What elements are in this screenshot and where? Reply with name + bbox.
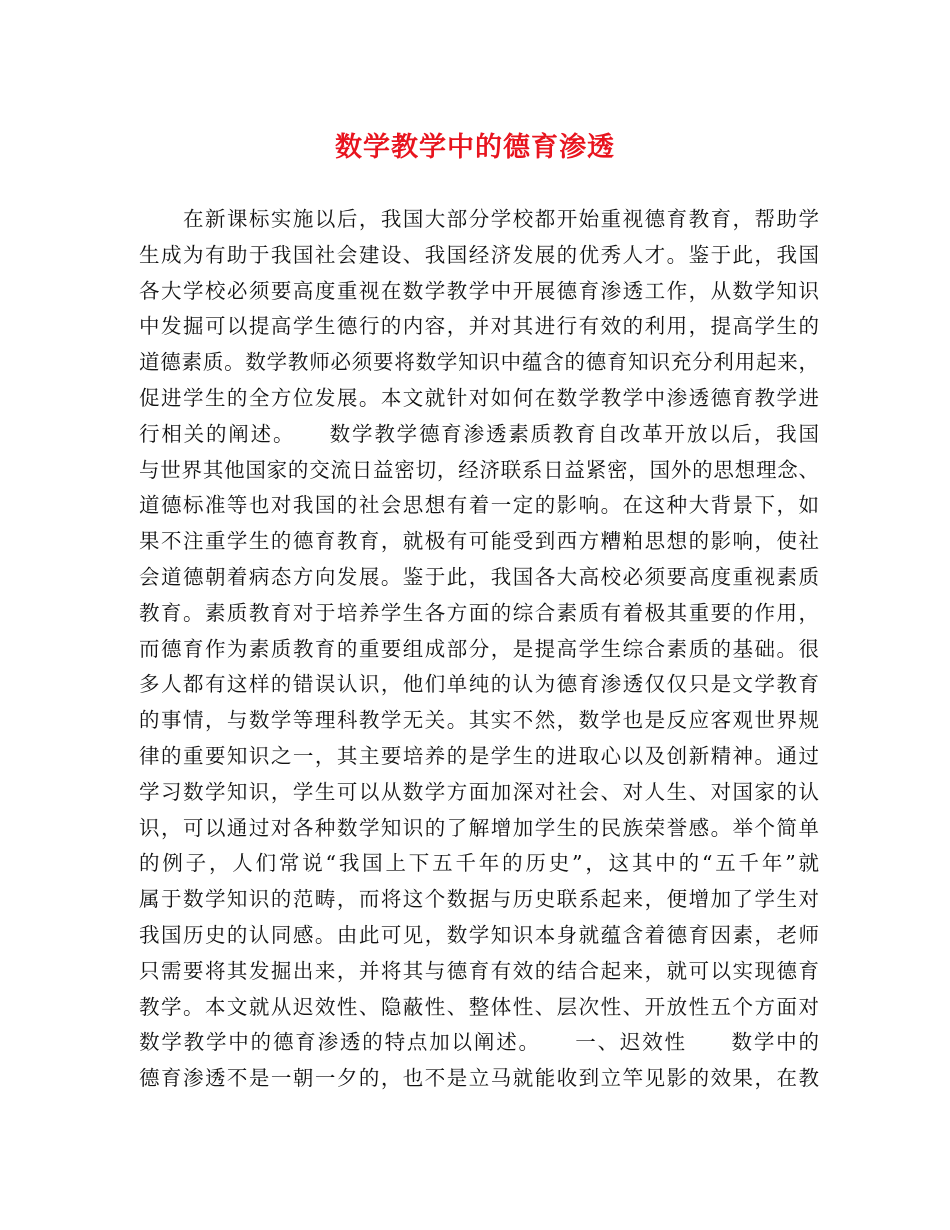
paragraph-line: 果不注重学生的德育教育，就极有可能受到西方糟粕思想的影响，使社 [139, 529, 819, 554]
paragraph-line: 的事情，与数学等理科教学无关。其实不然，数学也是反应客观世界规 [139, 708, 819, 733]
paragraph-line: 律的重要知识之一，其主要培养的是学生的进取心以及创新精神。通过 [139, 743, 819, 768]
paragraph-line: 道德素质。数学教师必须要将数学知识中蕴含的德育知识充分利用起来， [139, 350, 819, 375]
paragraph-line: 数学教学中的德育渗透的特点加以阐述。 一、迟效性 数学中的 [139, 1030, 819, 1055]
paragraph-line: 学习数学知识，学生可以从数学方面加深对社会、对人生、对国家的认 [139, 779, 819, 804]
paragraph-line: 生成为有助于我国社会建设、我国经济发展的优秀人才。鉴于此，我国 [139, 242, 819, 267]
document-title: 数学教学中的德育渗透 [335, 132, 615, 163]
paragraph-line: 各大学校必须要高度重视在数学教学中开展德育渗透工作，从数学知识 [139, 278, 819, 303]
paragraph-line: 的例子，人们常说“我国上下五千年的历史”，这其中的“五千年”就 [139, 851, 819, 876]
document-body [139, 202, 819, 1097]
paragraph-line: 在新课标实施以后，我国大部分学校都开始重视德育教育，帮助学 [183, 207, 819, 231]
paragraph-line: 多人都有这样的错误认识，他们单纯的认为德育渗透仅仅只是文学教育 [139, 672, 819, 697]
paragraph-line: 与世界其他国家的交流日益密切，经济联系日益紧密，国外的思想理念、 [139, 457, 819, 482]
paragraph-line: 只需要将其发掘出来，并将其与德育有效的结合起来，就可以实现德育 [139, 958, 819, 983]
paragraph-line: 道德标准等也对我国的社会思想有着一定的影响。在这种大背景下，如 [139, 493, 819, 518]
paragraph-line: 教学。本文就从迟效性、隐蔽性、整体性、层次性、开放性五个方面对 [139, 994, 819, 1019]
paragraph-line: 德育渗透不是一朝一夕的，也不是立马就能收到立竿见影的效果，在教 [139, 1066, 819, 1091]
paragraph-line: 行相关的阐述。 数学教学德育渗透素质教育自改革开放以后，我国 [139, 421, 819, 446]
paragraph-line: 识，可以通过对各种数学知识的了解增加学生的民族荣誉感。举个简单 [139, 815, 819, 840]
paragraph-line: 而德育作为素质教育的重要组成部分，是提高学生综合素质的基础。很 [139, 636, 819, 661]
paragraph-line: 属于数学知识的范畴，而将这个数据与历史联系起来，便增加了学生对 [139, 887, 819, 912]
paragraph-line: 促进学生的全方位发展。本文就针对如何在数学教学中渗透德育教学进 [139, 385, 819, 410]
paragraph-line: 教育。素质教育对于培养学生各方面的综合素质有着极其重要的作用， [139, 600, 819, 625]
paragraph-line: 我国历史的认同感。由此可见，数学知识本身就蕴含着德育因素，老师 [139, 922, 819, 947]
paragraph-line: 会道德朝着病态方向发展。鉴于此，我国各大高校必须要高度重视素质 [139, 564, 819, 589]
paragraph-line: 中发掘可以提高学生德行的内容，并对其进行有效的利用，提高学生的 [139, 314, 819, 339]
